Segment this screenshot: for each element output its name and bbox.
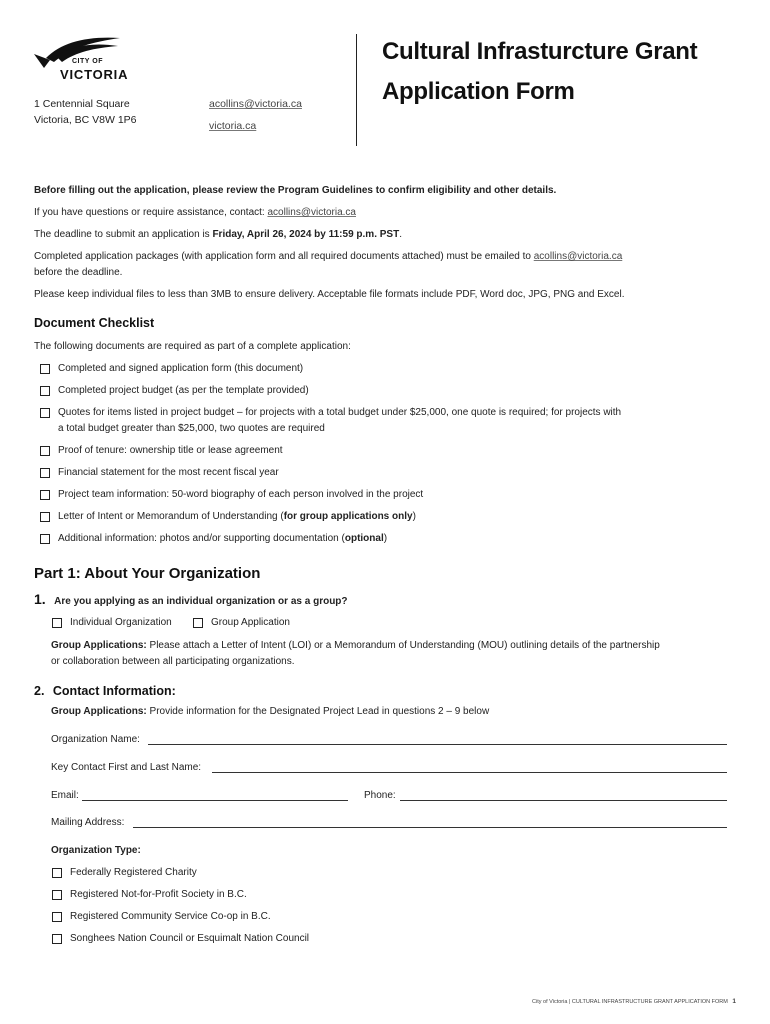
email-label: Email:	[51, 790, 79, 801]
packages-email-link[interactable]: acollins@victoria.ca	[533, 251, 623, 262]
item8-text: Additional information: photos and/or supporting documentation (	[58, 533, 345, 544]
option-individual-label: Individual Organization	[70, 617, 172, 628]
address-line-1: 1 Centennial Square	[34, 98, 130, 110]
checkbox[interactable]	[40, 534, 50, 544]
checklist-item	[40, 466, 279, 480]
question-2	[34, 682, 176, 700]
checklist-item	[40, 510, 416, 524]
group-note-label: Group Applications:	[51, 640, 147, 651]
phone-field[interactable]	[400, 800, 727, 801]
item7-close: )	[412, 511, 416, 522]
intro-questions-text: If you have questions or require assistance, contact:	[34, 207, 268, 218]
checklist-item	[40, 444, 283, 458]
option-individual[interactable]	[52, 616, 172, 630]
item7-text: Letter of Intent or Memorandum of Understanding (	[58, 511, 284, 522]
address-line-2: Victoria, BC V8W 1P6	[34, 114, 137, 126]
address-block	[34, 94, 137, 130]
mailing-address-label: Mailing Address:	[51, 817, 125, 828]
packages-text: Completed application packages (with application form and all required documents attached) must be emailed to	[34, 251, 534, 262]
checkbox[interactable]	[52, 912, 62, 922]
checklist-item-label	[58, 510, 416, 524]
title-line-2: Application Form	[382, 78, 575, 105]
deadline-text: The deadline to submit an application is	[34, 229, 213, 240]
checklist-item-label: Project team information: 50-word biography of each person involved in the project	[58, 489, 424, 500]
question-2-text: Contact Information:	[52, 684, 176, 698]
logo-victoria-text: VICTORIA	[60, 67, 129, 82]
checkbox[interactable]	[52, 868, 62, 878]
deadline-period: .	[399, 229, 402, 240]
q2-note-text: Provide information for the Designated Project Lead in questions 2 – 9 below	[146, 706, 490, 717]
deadline-date: Friday, April 26, 2024 by 11:59 p.m. PST	[212, 229, 400, 240]
footer-text: City of Victoria | CULTURAL INFRASTRUCTURE GRANT APPLICATION FORM	[532, 999, 728, 1005]
checkbox[interactable]	[52, 618, 62, 628]
checklist-item	[40, 532, 387, 546]
contact-block	[209, 94, 302, 136]
item8-bold: optional	[344, 533, 384, 544]
item8-close: )	[383, 533, 388, 544]
checklist-intro: The following documents are required as part of a complete application:	[34, 341, 351, 352]
checklist-item-label: Proof of tenure: ownership title or lease agreement	[58, 445, 283, 456]
checklist-item-label-line-1: Quotes for items listed in project budget – for projects with a total budget under $25,000, one quote is required; for projects with	[58, 407, 622, 418]
q2-note	[51, 705, 489, 719]
packages-text-2: before the deadline.	[34, 267, 123, 278]
org-type-label: Federally Registered Charity	[70, 867, 197, 878]
checkbox[interactable]	[52, 934, 62, 944]
page-title	[382, 32, 697, 112]
checkbox[interactable]	[52, 890, 62, 900]
checkbox[interactable]	[193, 618, 203, 628]
website-link[interactable]: victoria.ca	[209, 120, 257, 132]
item7-bold: for group applications only	[283, 511, 413, 522]
key-contact-field[interactable]	[212, 772, 727, 773]
title-line-1: Cultural Infrasturcture Grant	[382, 38, 698, 65]
header-divider	[356, 34, 357, 146]
checkbox[interactable]	[40, 364, 50, 374]
question-1-number: 1.	[34, 591, 46, 607]
org-name-field[interactable]	[148, 744, 727, 745]
email-field[interactable]	[82, 800, 348, 801]
intro-questions	[34, 206, 356, 220]
checklist-item-label: Financial statement for the most recent fiscal year	[58, 467, 279, 478]
org-type-label: Songhees Nation Council or Esquimalt Nation Council	[70, 933, 310, 944]
question-1	[34, 591, 348, 609]
intro-lead: Before filling out the application, please review the Program Guidelines to confirm eligibility and other details.	[34, 185, 557, 196]
intro-deadline	[34, 228, 402, 242]
questions-email-link[interactable]: acollins@victoria.ca	[267, 207, 356, 218]
checklist-item	[40, 488, 423, 502]
checklist-item-label: Completed and signed application form (this document)	[58, 363, 304, 374]
org-type-label: Registered Community Service Co-op in B.C.	[70, 911, 271, 922]
phone-label: Phone:	[364, 790, 396, 801]
org-type-option[interactable]	[52, 888, 247, 902]
checklist-item	[40, 406, 621, 437]
option-group[interactable]	[193, 616, 290, 630]
question-2-number: 2.	[34, 684, 45, 698]
checkbox[interactable]	[40, 408, 50, 418]
org-type-label: Registered Not-for-Profit Society in B.C.	[70, 889, 247, 900]
city-logo	[32, 34, 142, 86]
group-note-text-2: or collaboration between all participating organizations.	[51, 656, 295, 667]
checklist-item-label	[58, 405, 621, 437]
checkbox[interactable]	[40, 386, 50, 396]
checkbox[interactable]	[40, 468, 50, 478]
org-type-option[interactable]	[52, 910, 271, 924]
checklist-item	[40, 384, 309, 398]
option-group-label: Group Application	[211, 617, 290, 628]
org-name-label: Organization Name:	[51, 734, 140, 745]
contact-email-link[interactable]: acollins@victoria.ca	[209, 98, 302, 110]
checkbox[interactable]	[40, 490, 50, 500]
part1-heading: Part 1: About Your Organization	[34, 565, 261, 582]
intro-packages	[34, 250, 734, 280]
intro-files: Please keep individual files to less than 3MB to ensure delivery. Acceptable file formats include PDF, Word doc, JPG, PNG and Excel.	[34, 289, 625, 300]
logo-city-text: CITY OF	[72, 58, 103, 65]
group-note	[51, 638, 741, 670]
checkbox[interactable]	[40, 446, 50, 456]
org-type-option[interactable]	[52, 866, 197, 880]
mailing-address-field[interactable]	[133, 827, 727, 828]
question-1-text: Are you applying as an individual organization or as a group?	[54, 596, 348, 607]
checklist-item	[40, 362, 303, 376]
key-contact-label: Key Contact First and Last Name:	[51, 762, 202, 773]
checklist-item-label	[58, 532, 387, 546]
q2-note-label: Group Applications:	[51, 706, 147, 717]
checklist-item-label: Completed project budget (as per the template provided)	[58, 385, 309, 396]
org-type-option[interactable]	[52, 932, 309, 946]
checkbox[interactable]	[40, 512, 50, 522]
page-number: 1	[732, 998, 736, 1005]
checklist-item-label-line-2: a total budget greater than $25,000, two quotes are required	[58, 423, 325, 434]
page-footer	[532, 998, 736, 1005]
checklist-heading: Document Checklist	[34, 316, 155, 330]
org-type-heading: Organization Type:	[51, 845, 141, 856]
group-note-text: Please attach a Letter of Intent (LOI) or a Memorandum of Understanding (MOU) outlining details of the partnership	[146, 640, 660, 651]
